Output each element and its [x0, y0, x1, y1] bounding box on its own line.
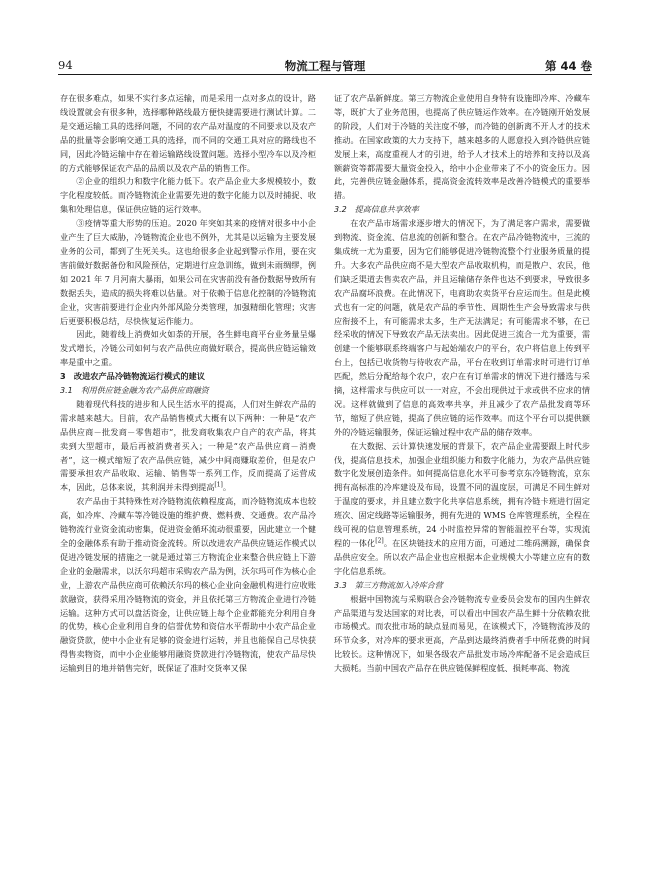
left-column — [60, 92, 316, 872]
right-column — [334, 92, 590, 872]
paragraph: 根据中国物流与采购联合会冷链物流专业委员会发布的国内生鲜农产品渠道与发达国家的对比表，可以看出中国农产品生鲜十分依赖农批市场模式。而农批市场的缺点显而易见，在该模式下，冷链物流涉及的环节众多，对冷库的要求更高，产品到达最终消费者手中所花费的时间比较长。这种情况下，如果各级农产品批发市场冷库配备不足会造成巨大损耗。当前中国农产品存在供应链保鲜程度低、损耗率高、物流 — [334, 593, 590, 674]
paragraph-text: 在大数据、云计算快速发展的背景下，农产品企业需要跟上时代步伐，提高信息技术，加强企业组织能力和数字化能力，为农产品供应链数字化发展创造条件。如何提高信息化水平可参考京东冷链物流，京东拥有高标准的冷库建设及布局，设置不同的温度层，可满足不同生鲜对于温度的要求，并且建立数字化共享信息系统，拥有冷链卡班进行固定班次、固定线路等运输服务，拥有先进的 WMS 仓库管理系统，全程在线可视的信息管理系统，24 小时监控异常的智能温控平台等，实现流程的一体化 — [334, 440, 590, 548]
journal-title: 物流工程与管理 — [284, 59, 366, 73]
paragraph: 证了农产品新鲜度。第三方物流企业使用自身特有设施即冷库、冷藏车等，既扩大了业务范围，也提高了供应链运作效率。在冷链刚开始发展的阶段，人们对于冷链的关注度不够，而冷链的创新离不开人才的技术推动。在国家政策的大力支持下，越来越多的人愿意投入到冷链供应链发展上来，高度重视人才的引进，给予人才技术上的培养和支持以及高额薪资等都需要大量资金投入，给中小企业带来了不小的资金压力。因此，完善供应链金融体系，提高资金流转效率是改善冷链模式的重要举措。 — [334, 93, 590, 201]
paragraph: ②企业的组织力和数字化能力低下。农产品企业大多规模较小，数字化程度较低。而冷链物流企业需要先进的数字化能力以及时捕捉、收集和处理信息，保证供应链的运行效率。 — [60, 176, 316, 215]
page-header — [58, 54, 592, 75]
citation-ref: [1] — [214, 481, 223, 489]
paragraph: 随着现代科技的进步和人民生活水平的提高，人们对生鲜农产品的需求越来越大。目前，农产品销售模式大概有以下两种：一种是“农产品供应商－批发商－零售超市”，批发商收集农户自产的农产品，将其卖到大型超市，最后再被消费者买入；一种是“农产品供应商－消费者”，这一模式缩短了农产品供应链，减少中间商赚取差价，但是农户需要承担农产品收取、运输、销售等一系列工作，反而提高了运营成本，因此，总体来说，其利润并未得到提高[1]。 — [60, 398, 316, 493]
subsection-heading-3-2: 3.2 提高信息共享效率 — [334, 205, 419, 215]
citation-ref: [2] — [375, 537, 384, 545]
paragraph — [334, 440, 590, 579]
subsection-heading-3-3: 3.3 第三方物流加入冷库合营 — [334, 580, 443, 590]
volume-label: 第 44 卷 — [544, 59, 592, 73]
paragraph: 因此，随着线上消费如火如荼的开展，各生鲜电商平台业务量呈爆发式增长，冷链公司如何与农产品供应商做好联合，提高供应链运输效率是重中之重。 — [60, 329, 316, 368]
paragraph-text: 随着现代科技的进步和人民生活水平的提高，人们对生鲜农产品的需求越来越大。目前，农产品销售模式大概有以下两种：一种是“农产品供应商－批发商－零售超市”，批发商收集农户自产的农产品，将其卖到大型超市，最后再被消费者买入；一种是“农产品供应商－消费者”，这一模式缩短了农产品供应链，减少中间商赚取差价，但是农户需要承担农产品收取、运输、销售等一系列工作，反而提高了运营成本，因此，总体来说，其利润并未得到提高 — [60, 398, 316, 493]
section-heading-3: 3 改进农产品冷链物流运行模式的建议 — [60, 371, 205, 382]
paragraph: ③疫情等重大形势的压迫。2020 年突如其来的疫情对很多中小企业产生了巨大威胁，冷链物流企业也不例外，尤其是以运输为主要发展业务的公司，都到了生死关头。这也给很多企业起到警示作用，要在灾害前做好数据备份和风险预估，定期进行应急训练，做到未雨绸缪，例如 2021 年 7 月河南大暴雨，如果公司在灾害前没有备份数据导致所有数据丢失，造成的损失将难以估量。对于依赖于信息化控制的冷链物流企业，灾害前要进行企业内外部风险分类管理，加强精细化管理；灾害后更要积极总结，尽快恢复运作能力。 — [60, 218, 316, 326]
paragraph: 存在很多难点，如果不实行多点运输，而是采用一点对多点的设计，路线设置就会有很多种，选择哪种路线最方便快捷需要进行测试计算。二是交通运输工具的选择问题，不同的农产品对温度的不同要求以及农产品的批量等会影响交通工具的选择，而不同的交通工具对应的路线也不同，因此冷链运输中存在着运输路线设置问题。选择小型冷车以及冷柜的方式能够保证农产品的品质以及农产品的销售工作。 — [60, 93, 316, 173]
page-number: 94 — [58, 58, 73, 72]
paragraph-text: 。在区块链技术的应用方面，可通过二维码溯源，确保食品供应安全。所以农产品企业也应根据本企业规模大小等建立应有的数字化信息系统。 — [334, 538, 590, 576]
subsection-heading-3-1: 3.1 利用供应链金融为农产品供应商融资 — [60, 386, 209, 396]
paragraph: 在农产品市场需求逐步增大的情况下，为了满足客户需求，需要做到物流、资金流、信息流的创新和整合。在农产品冷链物流中，三流的集成统一尤为重要，因为它们能够促进冷链物流整个行业服务质量的提升。大多农产品供应商不是大型农产品收取机构，而是散户、农民，他们缺乏渠道去售卖农产品，并且运输储存条件也达不到要求，导致很多农产品腐坏浪费。在此情况下，电商助农卖货平台应运而生。但是此模式也有一定的问题，就是农产品的季节性、周期性生产会导致需求与供应衔接不上，有可能需求太多，生产无法满足；有可能需求不够，在已经采收的情况下导致农产品无法卖出。因此促进三流合一尤为重要，需创建一个能够联系终端客户与起始端农户的平台，农户将信息上传到平台上，包括已收货物与待收农产品，平台在收到订单需求时可进行订单匹配，然后分配给每个农户，农户在有订单需求的情况下进行播选与采摘，这样需求与供应可以一一对应，不会出现供过于求或供不应求的情况。这样就做到了信息的高效率共享，并且减少了农产品批发商等环节，缩短了供应链，提高了供应链的运作效率。而这个平台可以提供额外的冷链运输服务，保证运输过程中农产品的储存效率。 — [334, 218, 590, 437]
paragraph: 农产品由于其特殊性对冷链物流依赖程度高，而冷链物流成本也较高，如冷库、冷藏车等冷链设施的维护费、燃料费、交通费。农产品冷链物流行业资金流动密集，促进资金循环流动很重要，因此建立一个健全的金融体系有助于推动资金流转。所以改进农产品供应链运作模式以促进冷链发展的措施之一就是通过第三方物流企业来整合供应链上下游企业的金融需求，以沃尔玛超市采购农产品为例，沃尔玛可作为核心企业，上游农产品供应商可依赖沃尔玛的核心企业向金融机构进行应收账款融资，获得采用冷链物流的资金，并且依托第三方物流企业进行冷链运输。这种方式可以盘活资金，让供应链上每个企业都能充分利用自身的优势，核心企业利用自身的信誉优势和资信水平帮助中小农产品企业融资贷款，使中小企业有足够的资金进行运转，并且也能保自己尽快获得售卖物资，而中小企业能够用融资贷款进行冷链物流，使农产品尽快运输到目的地并销售完好，既保证了准时交货率又保 — [60, 496, 316, 674]
